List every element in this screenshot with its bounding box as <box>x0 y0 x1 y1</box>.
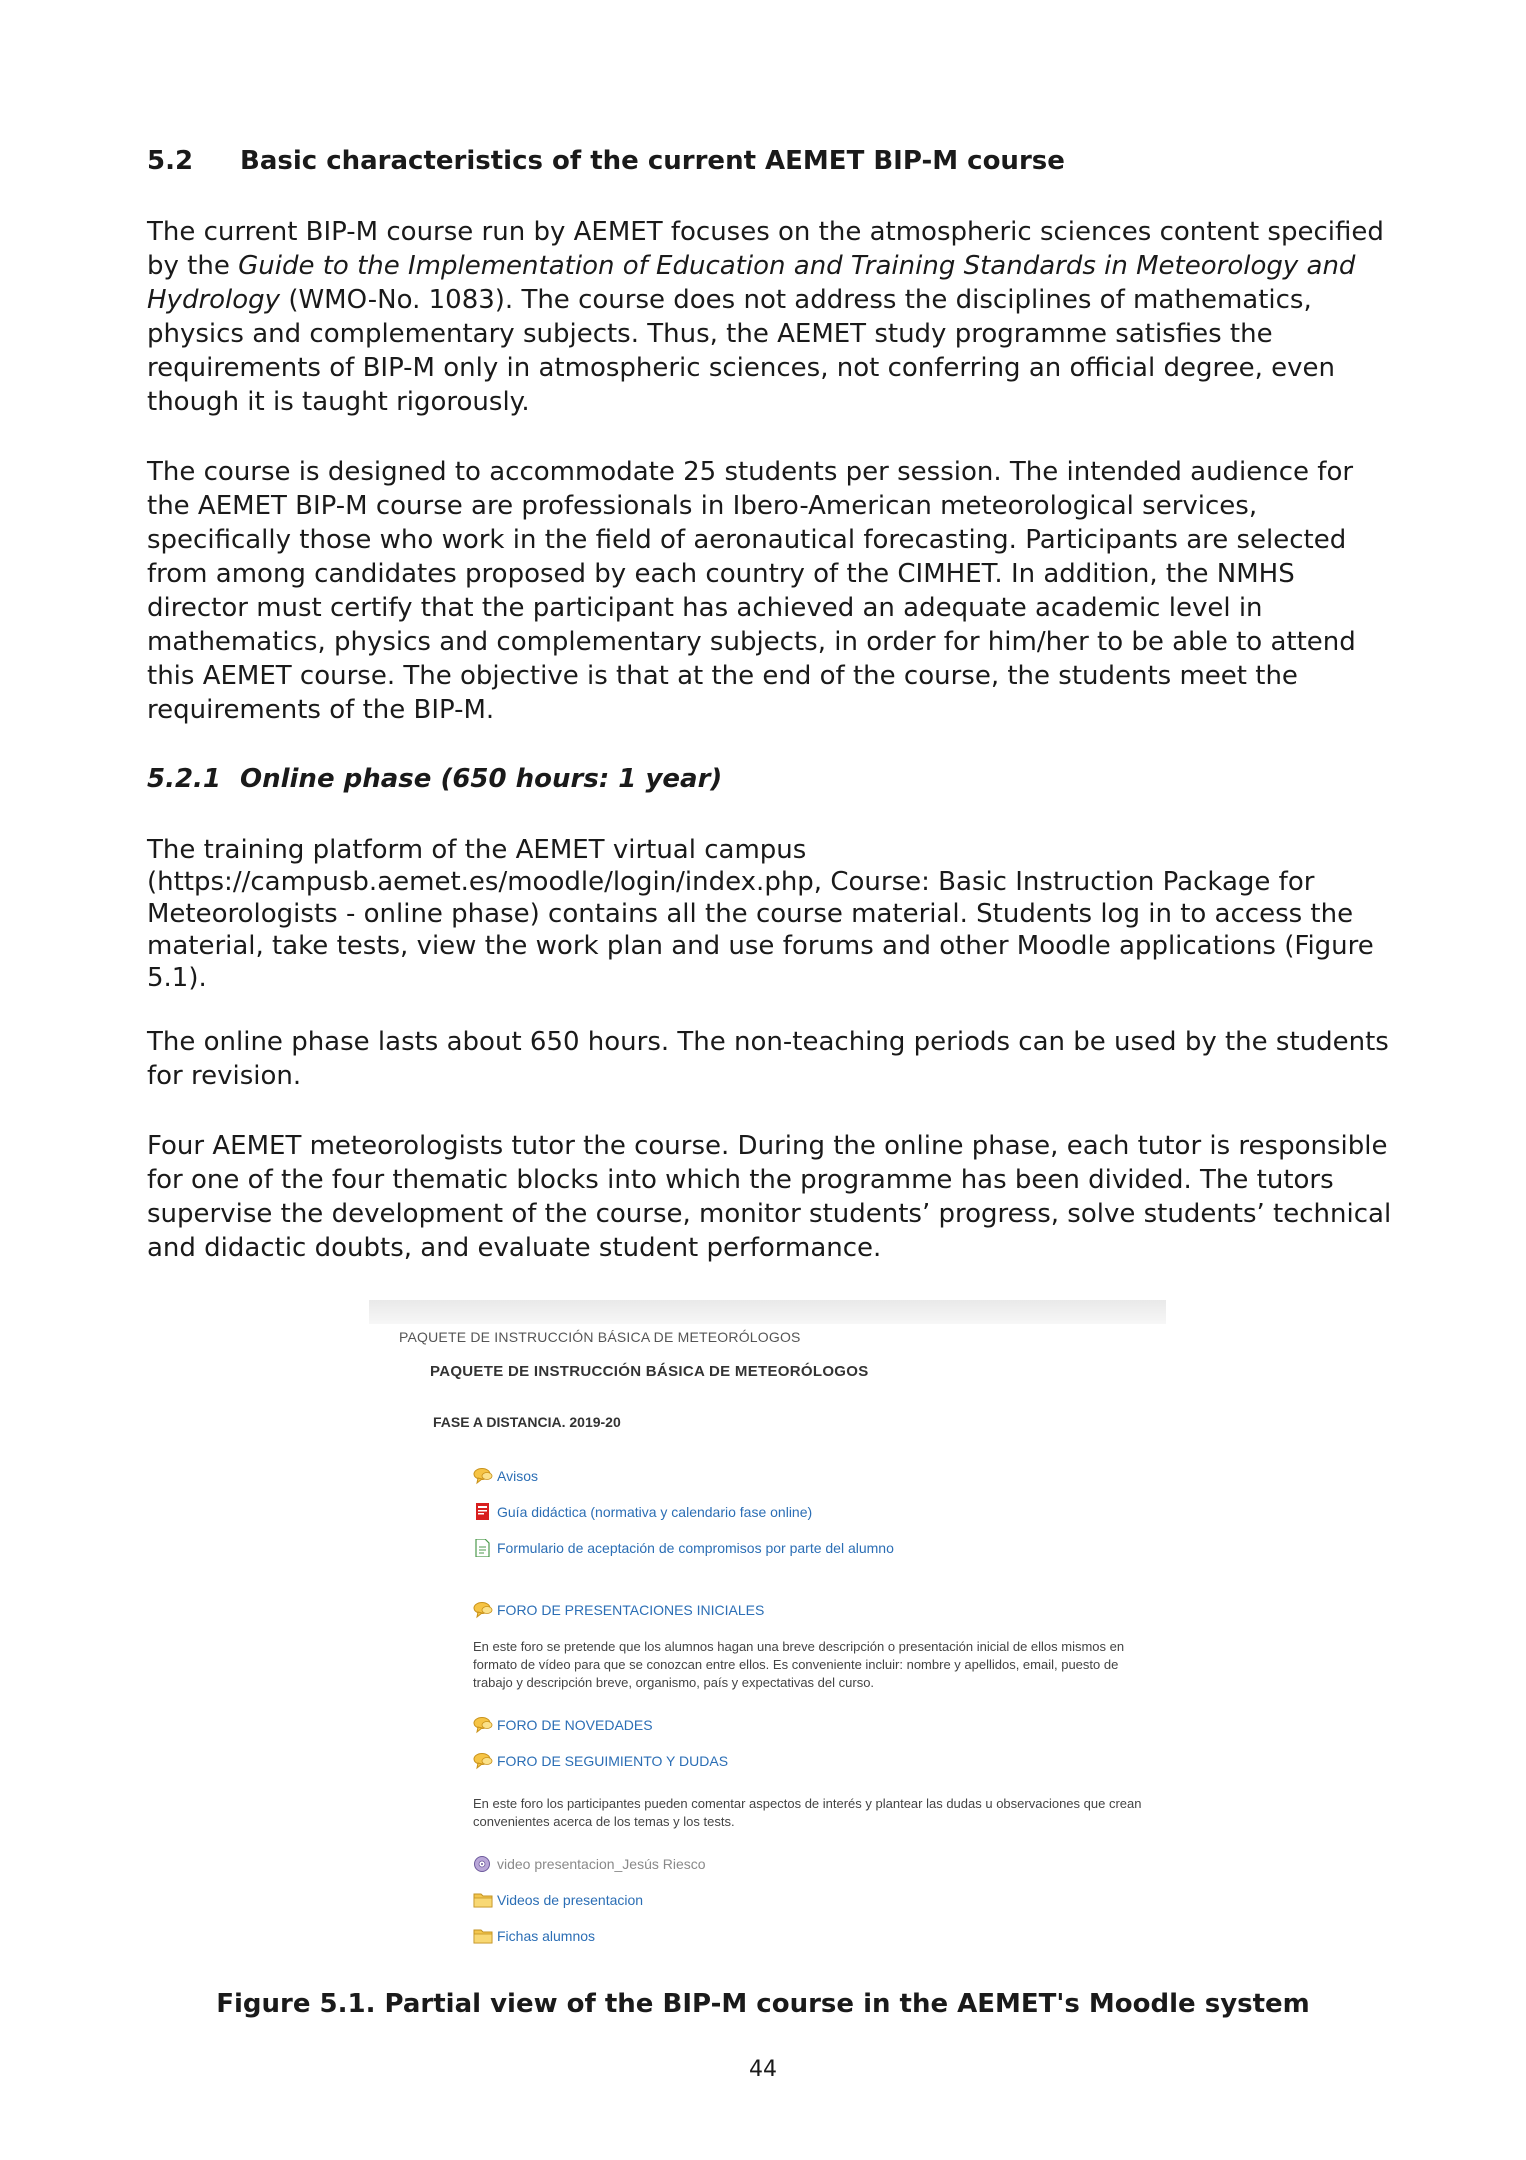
moodle-breadcrumb[interactable]: PAQUETE DE INSTRUCCIÓN BÁSICA DE METEORÓLOGOS <box>399 1329 801 1345</box>
video-icon <box>473 1855 493 1873</box>
page-number: 44 <box>749 2057 777 2082</box>
moodle-section-title: FASE A DISTANCIA. 2019-20 <box>433 1414 621 1430</box>
subsection-number: 5.2.1 <box>147 764 222 794</box>
paragraph-4: The online phase lasts about 650 hours. The non-teaching periods can be used by the students for revision. <box>147 1027 1389 1091</box>
guia-didactica-link[interactable]: Guía didáctica (normativa y calendario fase online) <box>473 1503 812 1521</box>
section-title: Basic characteristics of the current AEMET BIP-M course <box>240 146 1065 176</box>
moodle-top-bar <box>369 1300 1166 1324</box>
forum-icon <box>473 1467 493 1485</box>
moodle-course-screenshot <box>369 1300 1166 1954</box>
paragraph-1: The current BIP-M course run by AEMET focuses on the atmospheric sciences content specified by the Guide to the Implementation of Education and Training Standards in Meteorology and Hydrology (WMO-No. 1083). The course does not address the disciplines of mathematics, physics and complementary subjects. Thus, the AEMET study programme satisfies the requirements of BIP-M only in atmospheric sciences, not conferring an official degree, even though it is taught rigorously. <box>147 217 1384 417</box>
foro-seguimiento-link[interactable]: FORO DE SEGUIMIENTO Y DUDAS <box>473 1752 728 1770</box>
foro-novedades-link[interactable]: FORO DE NOVEDADES <box>473 1716 653 1734</box>
paragraph-3: The training platform of the AEMET virtual campus (https://campusb.aemet.es/moodle/login/index.php, Course: Basic Instruction Package for Meteorologists - online phase) contains all the course material. Students log in to access the material, take tests, view the work plan and use forums and other Moodle applications (Figure 5.1). <box>147 835 1374 993</box>
foro-seguimiento-description: En este foro los participantes pueden comentar aspectos de interés y plantear las dudas u observaciones que crean convenientes acerca de los temas y los tests. <box>473 1796 1142 1829</box>
section-number: 5.2 <box>147 146 194 176</box>
foro-presentaciones-link[interactable]: FORO DE PRESENTACIONES INICIALES <box>473 1601 764 1619</box>
forum-icon <box>473 1752 493 1770</box>
folder-icon <box>473 1891 493 1909</box>
guide-title-italic: Guide to the Implementation of Education and Training Standards in Meteorology and Hydrology <box>147 251 1356 315</box>
paragraph-2: The course is designed to accommodate 25 students per session. The intended audience for the AEMET BIP-M course are professionals in Ibero-American meteorological services, specifically those who work in the field of aeronautical forecasting. Participants are selected from among candidates proposed by each country of the CIMHET. In addition, the NMHS director must certify that the participant has achieved an adequate academic level in mathematics, physics and complementary subjects, in order for him/her to be able to attend this AEMET course. The objective is that at the end of the course, the students meet the requirements of the BIP-M. <box>147 457 1356 725</box>
formulario-link[interactable]: Formulario de aceptación de compromisos por parte del alumno <box>473 1539 894 1557</box>
forum-icon <box>473 1716 493 1734</box>
section-heading <box>147 146 1065 176</box>
avisos-link[interactable]: Avisos <box>473 1467 538 1485</box>
pdf-icon <box>473 1503 493 1521</box>
subsection-title: Online phase (650 hours: 1 year) <box>240 764 723 794</box>
forum-icon <box>473 1601 493 1619</box>
paragraph-5: Four AEMET meteorologists tutor the course. During the online phase, each tutor is responsible for one of the four thematic blocks into which the programme has been divided. The tutors supervise the development of the course, monitor students’ progress, solve students’ technical and didactic doubts, and evaluate student performance. <box>147 1131 1392 1263</box>
foro-presentaciones-description: En este foro se pretende que los alumnos hagan una breve descripción o presentación inicial de ellos mismos en formato de vídeo para que se conozcan entre ellos. Es conveniente incluir: nombre y apellidos, email, puesto de trabajo y descripción breve, organismo, país y expectativas del curso. <box>473 1639 1125 1690</box>
moodle-course-title: PAQUETE DE INSTRUCCIÓN BÁSICA DE METEORÓLOGOS <box>430 1363 869 1380</box>
subsection-heading <box>147 764 722 794</box>
figure-caption: Figure 5.1. Partial view of the BIP-M course in the AEMET's Moodle system <box>216 1989 1310 2019</box>
fichas-alumnos-folder-link[interactable]: Fichas alumnos <box>473 1927 595 1945</box>
video-presentacion-link[interactable]: video presentacion_Jesús Riesco <box>473 1855 706 1873</box>
folder-icon <box>473 1927 493 1945</box>
document-icon <box>473 1539 493 1557</box>
videos-presentacion-folder-link[interactable]: Videos de presentacion <box>473 1891 643 1909</box>
